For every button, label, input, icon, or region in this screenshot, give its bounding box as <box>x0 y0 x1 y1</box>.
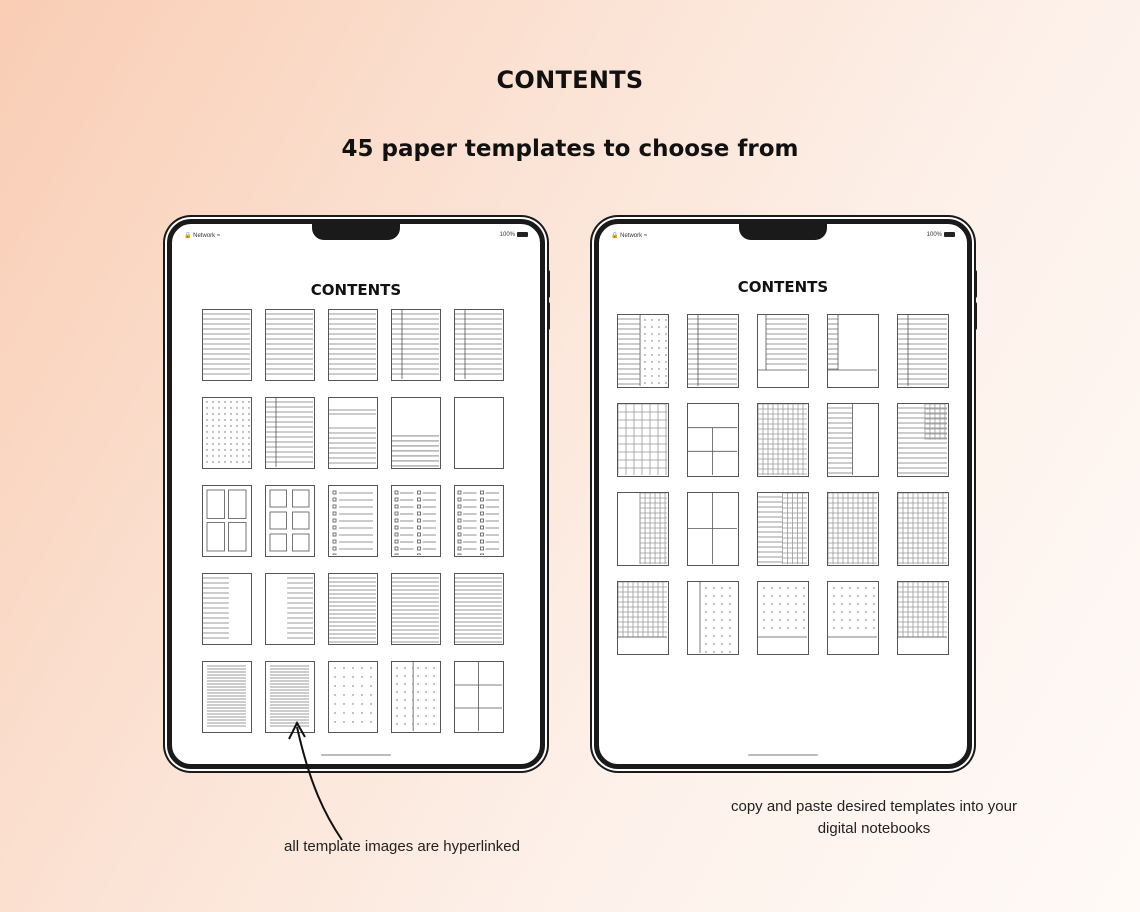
template-thumbnail[interactable] <box>757 403 809 477</box>
page-subtitle: 45 paper templates to choose from <box>341 136 799 162</box>
template-thumbnail[interactable] <box>454 485 504 557</box>
template-pattern <box>203 310 250 379</box>
template-thumbnail[interactable] <box>265 397 315 469</box>
template-thumbnail[interactable] <box>265 309 315 381</box>
template-thumbnail[interactable] <box>391 397 441 469</box>
template-pattern <box>688 404 737 475</box>
template-pattern <box>203 574 250 643</box>
template-pattern <box>898 404 947 475</box>
template-pattern <box>618 404 667 475</box>
template-thumbnail[interactable] <box>827 492 879 566</box>
template-thumbnail[interactable] <box>202 397 252 469</box>
template-thumbnail[interactable] <box>687 314 739 388</box>
network-status: 🔒 Network ≈ <box>184 233 221 239</box>
template-pattern <box>898 493 947 564</box>
template-pattern <box>828 582 877 653</box>
template-thumbnail[interactable] <box>391 661 441 733</box>
template-pattern <box>266 398 313 467</box>
battery-status: 100% <box>927 232 955 238</box>
template-pattern <box>266 486 313 555</box>
template-thumbnail[interactable] <box>687 492 739 566</box>
tablet-side-button <box>546 302 550 330</box>
template-pattern <box>455 398 502 467</box>
template-thumbnail[interactable] <box>827 403 879 477</box>
arrow-icon <box>280 715 360 845</box>
template-thumbnail[interactable] <box>202 661 252 733</box>
template-pattern <box>455 310 502 379</box>
template-thumbnail[interactable] <box>617 581 669 655</box>
tablet-left <box>167 219 545 769</box>
wifi-icon: ≈ <box>643 233 648 239</box>
template-thumbnail[interactable] <box>328 573 378 645</box>
template-pattern <box>618 493 667 564</box>
screen-title: CONTENTS <box>310 281 402 299</box>
template-thumbnail[interactable] <box>328 309 378 381</box>
template-pattern <box>758 493 807 564</box>
template-pattern <box>688 582 737 653</box>
template-thumbnail[interactable] <box>757 492 809 566</box>
template-thumbnail[interactable] <box>757 314 809 388</box>
template-pattern <box>688 493 737 564</box>
battery-icon <box>517 232 528 237</box>
template-pattern <box>828 315 877 386</box>
template-pattern <box>455 486 502 555</box>
template-grid <box>617 314 949 655</box>
template-thumbnail[interactable] <box>202 309 252 381</box>
template-pattern <box>618 582 667 653</box>
battery-icon <box>944 232 955 237</box>
template-thumbnail[interactable] <box>897 403 949 477</box>
tablet-right <box>594 219 972 769</box>
template-pattern <box>329 486 376 555</box>
template-pattern <box>758 404 807 475</box>
wifi-icon: ≈ <box>216 233 221 239</box>
template-pattern <box>828 493 877 564</box>
template-thumbnail[interactable] <box>454 309 504 381</box>
template-thumbnail[interactable] <box>391 485 441 557</box>
template-pattern <box>392 398 439 467</box>
template-thumbnail[interactable] <box>617 403 669 477</box>
template-thumbnail[interactable] <box>687 581 739 655</box>
template-thumbnail[interactable] <box>391 309 441 381</box>
template-pattern <box>828 404 877 475</box>
template-grid <box>202 309 504 733</box>
template-pattern <box>203 486 250 555</box>
template-pattern <box>203 662 250 731</box>
screen-title: CONTENTS <box>737 278 829 296</box>
template-thumbnail[interactable] <box>617 492 669 566</box>
template-thumbnail[interactable] <box>617 314 669 388</box>
template-thumbnail[interactable] <box>827 581 879 655</box>
template-thumbnail[interactable] <box>454 661 504 733</box>
page-title: CONTENTS <box>496 66 644 94</box>
template-pattern <box>898 582 947 653</box>
tablet-side-button <box>973 302 977 330</box>
template-thumbnail[interactable] <box>687 403 739 477</box>
template-thumbnail[interactable] <box>265 485 315 557</box>
template-thumbnail[interactable] <box>202 485 252 557</box>
template-thumbnail[interactable] <box>328 397 378 469</box>
hyperlink-note: all template images are hyperlinked <box>284 838 520 855</box>
template-thumbnail[interactable] <box>897 492 949 566</box>
template-pattern <box>266 310 313 379</box>
template-thumbnail[interactable] <box>202 573 252 645</box>
template-thumbnail[interactable] <box>897 581 949 655</box>
template-pattern <box>898 315 947 386</box>
template-thumbnail[interactable] <box>391 573 441 645</box>
template-pattern <box>203 398 250 467</box>
template-thumbnail[interactable] <box>454 573 504 645</box>
template-thumbnail[interactable] <box>265 573 315 645</box>
template-thumbnail[interactable] <box>757 581 809 655</box>
status-bar <box>184 232 528 242</box>
template-pattern <box>329 398 376 467</box>
template-pattern <box>758 582 807 653</box>
note-line: copy and paste desired templates into your <box>730 798 1017 815</box>
status-bar <box>611 232 955 242</box>
template-pattern <box>266 574 313 643</box>
template-pattern <box>392 486 439 555</box>
network-status: 🔒 Network ≈ <box>611 233 648 239</box>
template-pattern <box>392 574 439 643</box>
template-thumbnail[interactable] <box>454 397 504 469</box>
template-thumbnail[interactable] <box>897 314 949 388</box>
home-indicator <box>748 754 818 756</box>
battery-status: 100% <box>500 232 528 238</box>
template-pattern <box>329 574 376 643</box>
template-pattern <box>455 662 502 731</box>
template-pattern <box>392 662 439 731</box>
tablet-side-button <box>973 270 977 298</box>
note-line: digital notebooks <box>817 820 931 837</box>
template-pattern <box>618 315 667 386</box>
template-pattern <box>758 315 807 386</box>
template-thumbnail[interactable] <box>827 314 879 388</box>
template-pattern <box>455 574 502 643</box>
tablet-side-button <box>546 270 550 298</box>
template-pattern <box>329 310 376 379</box>
template-pattern <box>688 315 737 386</box>
template-thumbnail[interactable] <box>328 485 378 557</box>
template-pattern <box>392 310 439 379</box>
copy-paste-note <box>714 796 1034 840</box>
